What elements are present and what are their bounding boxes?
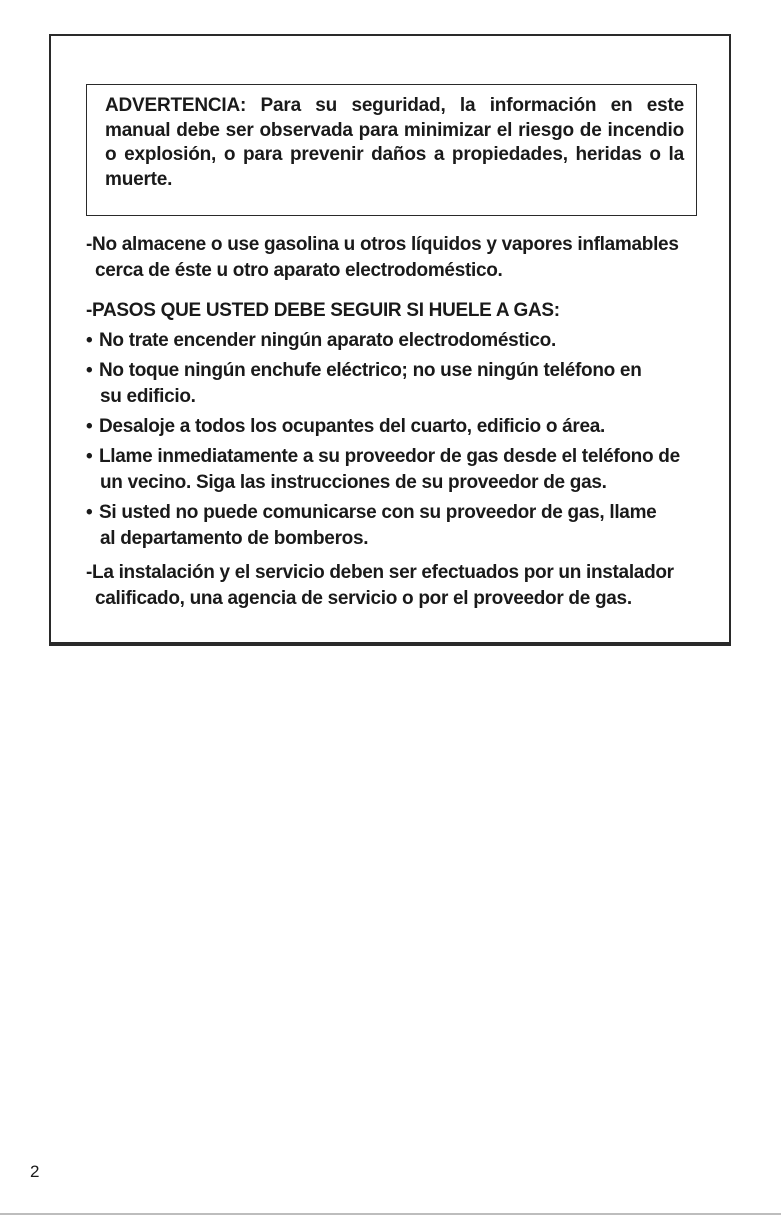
list-item <box>86 444 704 496</box>
installation-notice-line-2: calificado, una agencia de servicio o por el proveedor de gas. <box>95 588 632 609</box>
gas-steps-heading: -PASOS QUE USTED DEBE SEGUIR SI HUELE A GAS: <box>86 300 560 321</box>
installation-notice <box>86 560 704 612</box>
bullet-icon: • <box>86 360 93 381</box>
list-item-text: Si usted no puede comunicarse con su proveedor de gas, llame <box>99 502 657 523</box>
storage-notice-line-2: cerca de éste u otro aparato electrodoméstico. <box>95 260 503 281</box>
list-item-text: No toque ningún enchufe eléctrico; no use ningún teléfono en <box>99 360 642 381</box>
list-item <box>86 328 704 354</box>
storage-notice-line-1: -No almacene o use gasolina u otros líquidos y vapores inflamables <box>86 234 679 255</box>
warning-text: ADVERTENCIA: Para su seguridad, la información en este manual debe ser observada para minimizar el riesgo de incendio o explosión, o para prevenir daños a propiedades, heridas o la muerte. <box>105 95 684 190</box>
bullet-icon: • <box>86 416 93 437</box>
page-number: 2 <box>30 1162 40 1181</box>
bullet-icon: • <box>86 330 93 351</box>
bullet-icon: • <box>86 502 93 523</box>
list-item-text: Desaloje a todos los ocupantes del cuarto, edificio o área. <box>99 416 605 437</box>
list-item-text-continued: al departamento de bomberos. <box>100 528 369 549</box>
list-item-text: No trate encender ningún aparato electrodoméstico. <box>99 330 556 351</box>
page-bottom-rule <box>0 1213 781 1215</box>
list-item-text-continued: un vecino. Siga las instrucciones de su proveedor de gas. <box>100 472 607 493</box>
list-item <box>86 500 704 552</box>
warning-box <box>86 84 697 216</box>
safety-instructions <box>86 232 704 612</box>
gas-steps <box>86 298 704 552</box>
list-item-text-continued: su edificio. <box>100 386 196 407</box>
bullet-icon: • <box>86 446 93 467</box>
installation-notice-line-1: -La instalación y el servicio deben ser efectuados por un instalador <box>86 562 674 583</box>
list-item <box>86 358 704 410</box>
storage-notice <box>86 232 704 284</box>
list-item-text: Llame inmediatamente a su proveedor de gas desde el teléfono de <box>99 446 680 467</box>
list-item <box>86 414 704 440</box>
